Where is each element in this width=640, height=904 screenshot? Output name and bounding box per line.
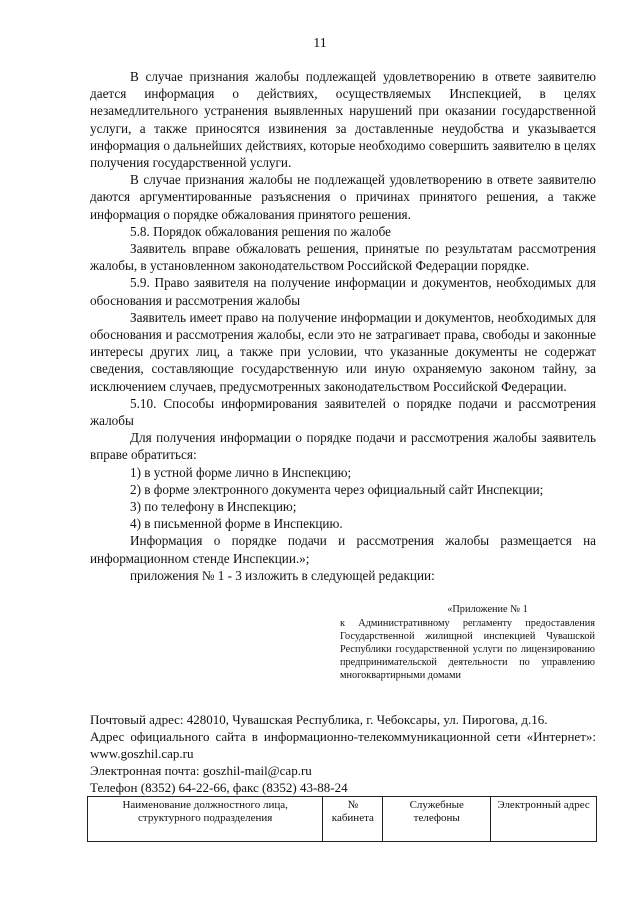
paragraph: 5.10. Способы информирования заявителей о порядке подачи и рассмотрения жалобы	[90, 395, 596, 429]
paragraph: В случае признания жалобы подлежащей удовлетворению в ответе заявителю дается информация о действиях, осуществляемых Инспекцией, в целях незамедлительного устранения выявленных нарушений при оказании государственной услуги, а также приносятся извинения за доставленные неудобства и указывается информация о дальнейших действиях, которые необходимо совершить заявителю в целях получения государственной услуги.	[90, 69, 596, 171]
paragraph: Для получения информации о порядке подачи и рассмотрения жалобы заявитель вправе обратиться:	[90, 430, 596, 463]
paragraph: приложения № 1 - 3 изложить в следующей редакции:	[130, 567, 435, 583]
list-item: 3) по телефону в Инспекцию;	[130, 499, 297, 515]
list-item: 2) в форме электронного документа через официальный сайт Инспекции;	[130, 481, 544, 497]
body-text	[90, 68, 596, 584]
phone-fax: Телефон (8352) 64-22-66, факс (8352) 43-88-24	[90, 780, 348, 795]
staff-table	[87, 796, 597, 842]
email-address: Электронная почта: goszhil-mail@cap.ru	[90, 763, 312, 778]
header-phones: Служебные телефоны	[383, 797, 491, 842]
paragraph: Заявитель вправе обжаловать решения, принятые по результатам рассмотрения жалобы, в установленном законодательством Российской Федерации порядке.	[90, 241, 596, 274]
postal-address: Почтовый адрес: 428010, Чувашская Республика, г. Чебоксары, ул. Пирогова, д.16.	[90, 712, 548, 727]
paragraph: Информация о порядке подачи и рассмотрения жалобы размещается на информационном стенде Инспекции.»;	[90, 533, 596, 566]
header-office-number: № кабинета	[323, 797, 383, 842]
list-item: 4) в письменной форме в Инспекцию.	[130, 516, 343, 532]
list-item: 1) в устной форме лично в Инспекцию;	[130, 464, 352, 480]
website-address: Адрес официального сайта в информационно-телекоммуникационной сети «Интернет»: www.goszhil.cap.ru	[90, 729, 596, 761]
appendix-title: «Приложение № 1	[447, 604, 528, 615]
paragraph: Заявитель имеет право на получение информации и документов, необходимых для обоснования и рассмотрения жалобы, если это не затрагивает права, свободы и законные интересы других лиц, а также при условии, что указанные документы не содержат сведения, составляющие государственную или иную охраняемую законом тайну, за исключением случаев, предусмотренных законодательством Российской Федерации.	[90, 309, 596, 394]
paragraph: 5.8. Порядок обжалования решения по жалобе	[130, 223, 392, 239]
appendix-note	[340, 603, 595, 682]
appendix-description: к Административному регламенту предоставления Государственной жилищной инспекцией Чувашской Республики государственной услуги по лицензированию предпринимательской деятельности по управлению многоквартирными домами	[340, 618, 595, 681]
header-official-name: Наименование должностного лица, структурного подразделения	[88, 797, 323, 842]
header-email: Электронный адрес	[491, 797, 597, 842]
page-number: 11	[313, 36, 327, 51]
contact-block	[90, 711, 596, 796]
table-header-row	[88, 797, 597, 842]
paragraph: 5.9. Право заявителя на получение информации и документов, необходимых для обоснования и рассмотрения жалобы	[90, 275, 596, 308]
paragraph: В случае признания жалобы не подлежащей удовлетворению в ответе заявителю даются аргументированные разъяснения о причинах принятого решения, а также информация о порядке обжалования принятого решения.	[90, 172, 596, 222]
